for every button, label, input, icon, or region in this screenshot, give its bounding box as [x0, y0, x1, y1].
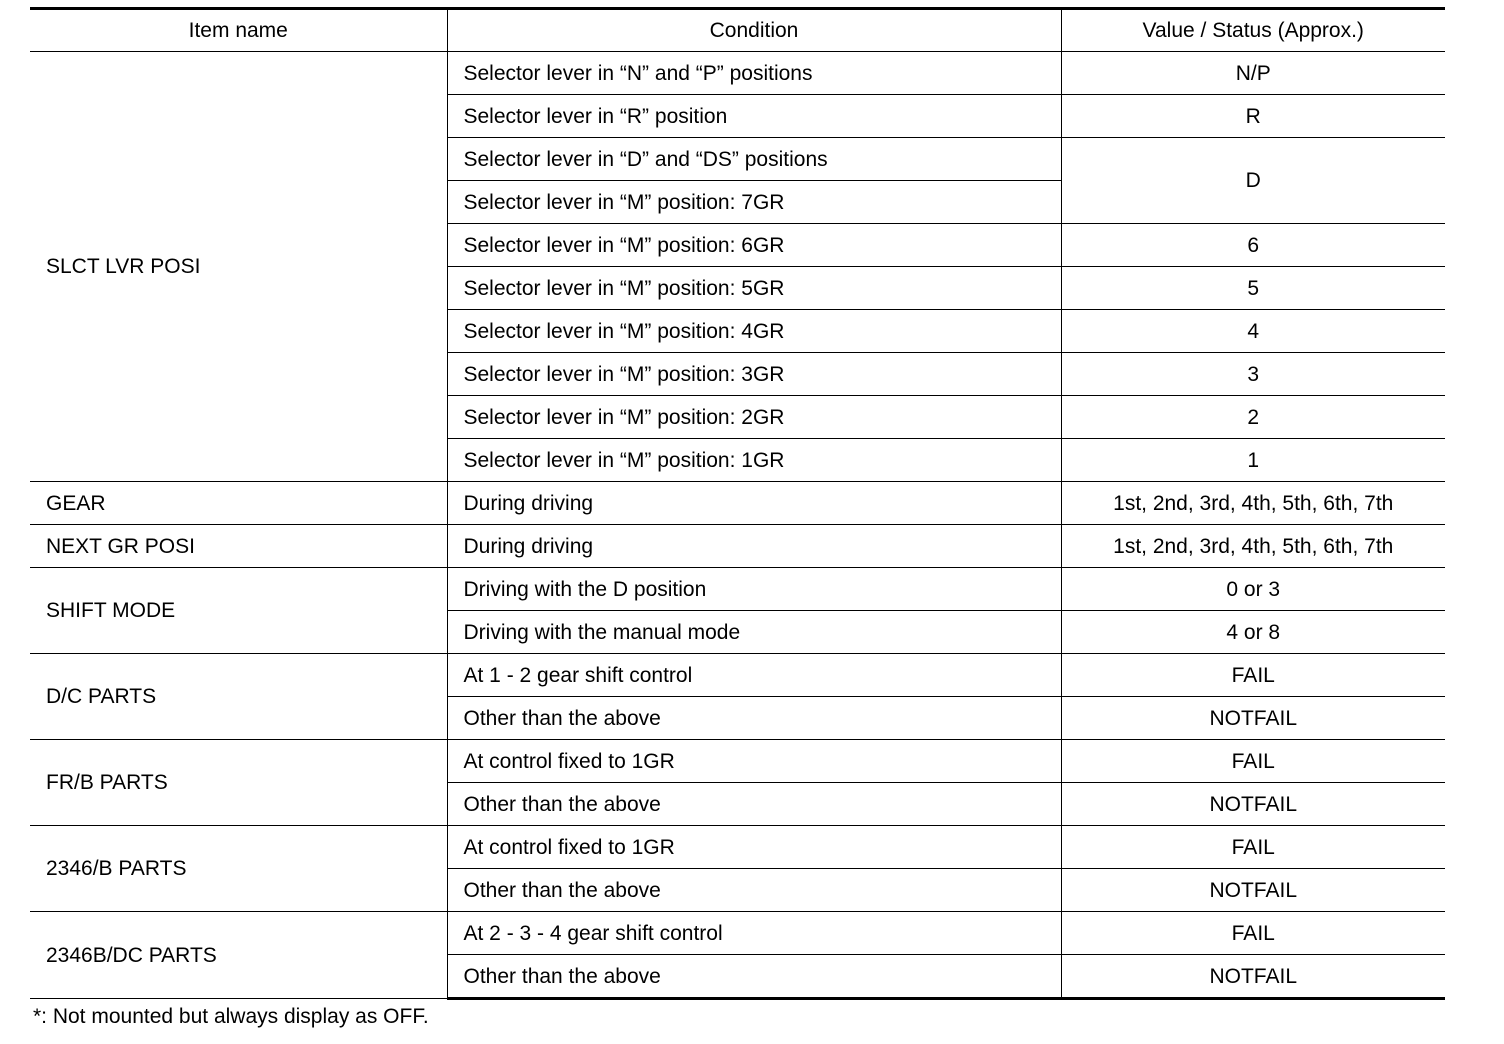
table-row [30, 482, 1445, 525]
item-name-cell: SLCT LVR POSI [30, 52, 447, 482]
value-cell: 6 [1061, 224, 1445, 267]
table-row [30, 912, 1445, 955]
value-cell: D [1061, 138, 1445, 224]
value-cell: 3 [1061, 353, 1445, 396]
value-cell: 0 or 3 [1061, 568, 1445, 611]
table-row [30, 826, 1445, 869]
condition-cell: At 1 - 2 gear shift control [447, 654, 1061, 697]
condition-cell: Other than the above [447, 783, 1061, 826]
header-item-name: Item name [30, 9, 447, 52]
condition-cell: Selector lever in “R” position [447, 95, 1061, 138]
footnote: *: Not mounted but always display as OFF. [33, 1005, 429, 1028]
condition-cell: During driving [447, 525, 1061, 568]
item-name-cell: 2346B/DC PARTS [30, 912, 447, 999]
value-cell: FAIL [1061, 912, 1445, 955]
condition-cell: Driving with the D position [447, 568, 1061, 611]
value-cell: 4 [1061, 310, 1445, 353]
data-monitor-table [30, 7, 1445, 1000]
value-cell: N/P [1061, 52, 1445, 95]
condition-cell: At control fixed to 1GR [447, 740, 1061, 783]
item-name-cell: 2346/B PARTS [30, 826, 447, 912]
value-cell: 5 [1061, 267, 1445, 310]
condition-cell: Selector lever in “M” position: 6GR [447, 224, 1061, 267]
condition-cell: At 2 - 3 - 4 gear shift control [447, 912, 1061, 955]
table-row [30, 568, 1445, 611]
condition-cell: Other than the above [447, 697, 1061, 740]
condition-cell: Selector lever in “M” position: 1GR [447, 439, 1061, 482]
value-cell: FAIL [1061, 740, 1445, 783]
value-cell: 1st, 2nd, 3rd, 4th, 5th, 6th, 7th [1061, 482, 1445, 525]
table-row [30, 52, 1445, 95]
value-cell: 4 or 8 [1061, 611, 1445, 654]
condition-cell: Selector lever in “D” and “DS” positions [447, 138, 1061, 181]
condition-cell: Selector lever in “M” position: 5GR [447, 267, 1061, 310]
condition-cell: Selector lever in “M” position: 3GR [447, 353, 1061, 396]
header-condition: Condition [447, 9, 1061, 52]
value-cell: R [1061, 95, 1445, 138]
table-row [30, 740, 1445, 783]
item-name-cell: FR/B PARTS [30, 740, 447, 826]
item-name-cell: SHIFT MODE [30, 568, 447, 654]
value-cell: 1st, 2nd, 3rd, 4th, 5th, 6th, 7th [1061, 525, 1445, 568]
condition-cell: Selector lever in “M” position: 2GR [447, 396, 1061, 439]
condition-cell: Other than the above [447, 869, 1061, 912]
condition-cell: Other than the above [447, 955, 1061, 999]
value-cell: NOTFAIL [1061, 955, 1445, 999]
value-cell: NOTFAIL [1061, 869, 1445, 912]
condition-cell: During driving [447, 482, 1061, 525]
condition-cell: At control fixed to 1GR [447, 826, 1061, 869]
value-cell: FAIL [1061, 654, 1445, 697]
item-name-cell: GEAR [30, 482, 447, 525]
table-row [30, 525, 1445, 568]
value-cell: 2 [1061, 396, 1445, 439]
item-name-cell: NEXT GR POSI [30, 525, 447, 568]
item-name-cell: D/C PARTS [30, 654, 447, 740]
value-cell: 1 [1061, 439, 1445, 482]
header-value-status: Value / Status (Approx.) [1061, 9, 1445, 52]
condition-cell: Selector lever in “N” and “P” positions [447, 52, 1061, 95]
value-cell: NOTFAIL [1061, 783, 1445, 826]
value-cell: NOTFAIL [1061, 697, 1445, 740]
value-cell: FAIL [1061, 826, 1445, 869]
table-header-row [30, 9, 1445, 52]
condition-cell: Selector lever in “M” position: 4GR [447, 310, 1061, 353]
condition-cell: Selector lever in “M” position: 7GR [447, 181, 1061, 224]
table-row [30, 654, 1445, 697]
condition-cell: Driving with the manual mode [447, 611, 1061, 654]
